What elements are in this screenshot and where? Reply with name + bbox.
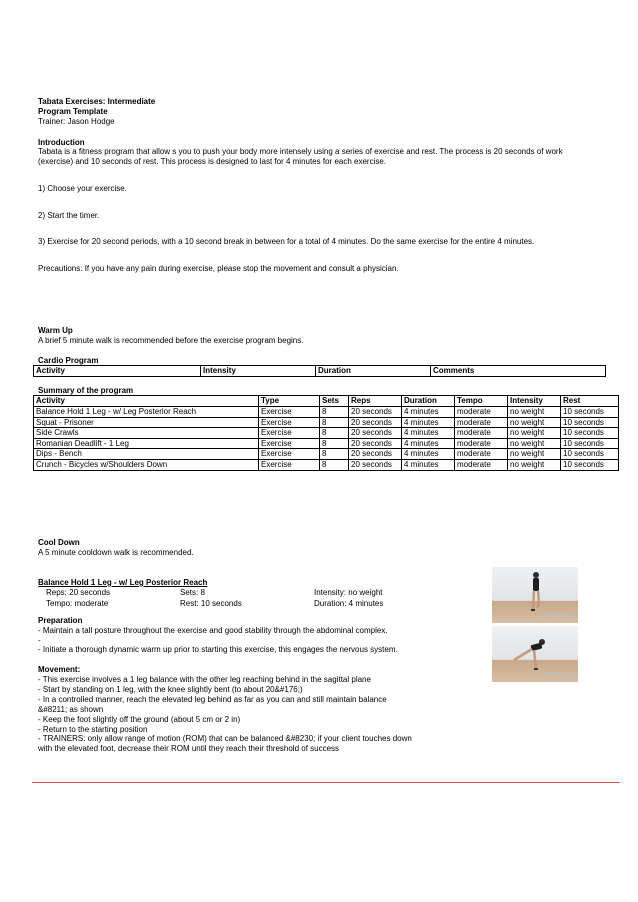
cell-reps: 20 seconds [349, 438, 402, 449]
cell-type: Exercise [259, 449, 320, 460]
footer-divider [32, 782, 620, 783]
cell-rest: 10 seconds [561, 438, 619, 449]
cell-rest: 10 seconds [561, 428, 619, 439]
cell-rest: 10 seconds [561, 449, 619, 460]
cell-duration: 4 minutes [402, 459, 455, 470]
table-row [34, 407, 619, 418]
movement-line-2: - Start by standing on 1 leg, with the knee slightly bent (to about 20&#176;) [38, 685, 303, 694]
exercise-photo-reach [492, 626, 578, 682]
cell-type: Exercise [259, 428, 320, 439]
cell-intensity: no weight [508, 428, 561, 439]
cell-sets: 8 [320, 428, 349, 439]
movement-line-4: &#8211; as shown [38, 705, 104, 714]
cardio-col-intensity: Intensity [201, 366, 316, 377]
table-row [34, 428, 619, 439]
trainer-name: Trainer: Jason Hodge [38, 117, 115, 126]
movement-line-5: - Keep the foot slightly off the ground (about 5 cm or 2 in) [38, 715, 241, 724]
step-1: 1) Choose your exercise. [38, 184, 127, 193]
cell-activity: Dips - Bench [34, 449, 259, 460]
step-2: 2) Start the timer. [38, 211, 100, 220]
exercise-rest: Rest: 10 seconds [180, 599, 242, 608]
cell-sets: 8 [320, 438, 349, 449]
cardio-col-comments: Comments [431, 366, 606, 377]
movement-line-7: - TRAINERS: only allow range of motion (ROM) that can be balanced &#8230; if your client touches down [38, 734, 412, 743]
cell-type: Exercise [259, 407, 320, 418]
cooldown-body: A 5 minute cooldown walk is recommended. [38, 548, 194, 557]
introduction-body: Tabata is a fitness program that allow s you to push your body more intensely using a series of exercise and rest. The process is 20 seconds of work (exercise) and 10 seconds of rest. This process is designed to last for 4 minutes for each exercise. [38, 147, 563, 166]
preparation-line-3: - Initiate a thorough dynamic warm up prior to starting this exercise, this engages the nervous system. [38, 645, 398, 654]
cell-rest: 10 seconds [561, 407, 619, 418]
cell-tempo: moderate [455, 407, 508, 418]
cell-duration: 4 minutes [402, 438, 455, 449]
cell-type: Exercise [259, 417, 320, 428]
cell-reps: 20 seconds [349, 407, 402, 418]
cell-intensity: no weight [508, 438, 561, 449]
cell-activity: Crunch - Bicycles w/Shoulders Down [34, 459, 259, 470]
precautions-text: Precautions: If you have any pain during exercise, please stop the movement and consult a physician. [38, 264, 399, 273]
summary-col-rest: Rest [561, 396, 619, 407]
cell-intensity: no weight [508, 449, 561, 460]
cardio-col-duration: Duration [316, 366, 431, 377]
cell-duration: 4 minutes [402, 428, 455, 439]
exercise-reps: Reps: 20 seconds [46, 588, 111, 597]
preparation-heading: Preparation [38, 616, 83, 625]
introduction-heading: Introduction [38, 138, 85, 147]
table-row [34, 438, 619, 449]
summary-col-activity: Activity [34, 396, 259, 407]
cell-sets: 8 [320, 407, 349, 418]
cell-sets: 8 [320, 449, 349, 460]
summary-col-tempo: Tempo [455, 396, 508, 407]
exercise-duration: Duration: 4 minutes [314, 599, 384, 608]
cell-rest: 10 seconds [561, 417, 619, 428]
cell-reps: 20 seconds [349, 459, 402, 470]
cell-sets: 8 [320, 417, 349, 428]
exercise-sets: Sets: 8 [180, 588, 205, 597]
summary-col-sets: Sets [320, 396, 349, 407]
movement-line-8: with the elevated foot, decrease their ROM until they reach their threshold of success [38, 744, 340, 753]
exercise-tempo: Tempo: moderate [46, 599, 109, 608]
warmup-heading: Warm Up [38, 326, 73, 335]
cell-tempo: moderate [455, 428, 508, 439]
exercise-intensity: Intensity: no weight [314, 588, 383, 597]
document-title: Tabata Exercises: Intermediate [38, 97, 156, 106]
summary-col-intensity: Intensity [508, 396, 561, 407]
summary-header-row [34, 396, 619, 407]
cell-tempo: moderate [455, 438, 508, 449]
movement-line-1: - This exercise involves a 1 leg balance with the other leg reaching behind in the sagittal plane [38, 675, 371, 684]
cell-type: Exercise [259, 438, 320, 449]
summary-heading: Summary of the program [38, 386, 134, 395]
cell-tempo: moderate [455, 417, 508, 428]
cell-reps: 20 seconds [349, 417, 402, 428]
cardio-header-row [34, 366, 606, 377]
exercise-title: Balance Hold 1 Leg - w/ Leg Posterior Reach [38, 578, 208, 587]
cell-activity: Squat - Prisoner [34, 417, 259, 428]
cell-activity: Balance Hold 1 Leg - w/ Leg Posterior Reach [34, 407, 259, 418]
table-row [34, 449, 619, 460]
summary-table [33, 395, 619, 471]
cell-duration: 4 minutes [402, 407, 455, 418]
cell-duration: 4 minutes [402, 449, 455, 460]
cell-intensity: no weight [508, 417, 561, 428]
movement-line-6: - Return to the starting position [38, 725, 148, 734]
cell-intensity: no weight [508, 459, 561, 470]
cell-rest: 10 seconds [561, 459, 619, 470]
cell-intensity: no weight [508, 407, 561, 418]
summary-col-reps: Reps [349, 396, 402, 407]
summary-col-duration: Duration [402, 396, 455, 407]
cooldown-heading: Cool Down [38, 538, 80, 547]
cell-type: Exercise [259, 459, 320, 470]
movement-heading: Movement: [38, 665, 81, 674]
table-row [34, 417, 619, 428]
cell-tempo: moderate [455, 459, 508, 470]
cell-activity: Romanian Deadlift - 1 Leg [34, 438, 259, 449]
cell-duration: 4 minutes [402, 417, 455, 428]
exercise-photo-start [492, 567, 578, 623]
cell-sets: 8 [320, 459, 349, 470]
cell-activity: Side Crawls [34, 428, 259, 439]
photo-watermark: PTonthenet.com [542, 672, 575, 678]
cardio-table [33, 365, 606, 377]
cell-reps: 20 seconds [349, 449, 402, 460]
step-3: 3) Exercise for 20 second periods, with a 10 second break in between for a total of 4 minutes. Do the same exercise for the entire 4 minutes. [38, 237, 535, 246]
preparation-line-2: - [38, 636, 41, 645]
movement-line-3: - In a controlled manner, reach the elevated leg behind as far as you can and still maintain balance [38, 695, 387, 704]
cardio-heading: Cardio Program [38, 356, 99, 365]
document-subtitle: Program Template [38, 107, 108, 116]
cell-tempo: moderate [455, 449, 508, 460]
cardio-col-activity: Activity [34, 366, 201, 377]
cell-reps: 20 seconds [349, 428, 402, 439]
photo-watermark: PTonthenet.com [542, 613, 575, 619]
preparation-line-1: - Maintain a tall posture throughout the exercise and good stability through the abdominal complex. [38, 626, 388, 635]
table-row [34, 459, 619, 470]
warmup-body: A brief 5 minute walk is recommended before the exercise program begins. [38, 336, 304, 345]
summary-col-type: Type [259, 396, 320, 407]
